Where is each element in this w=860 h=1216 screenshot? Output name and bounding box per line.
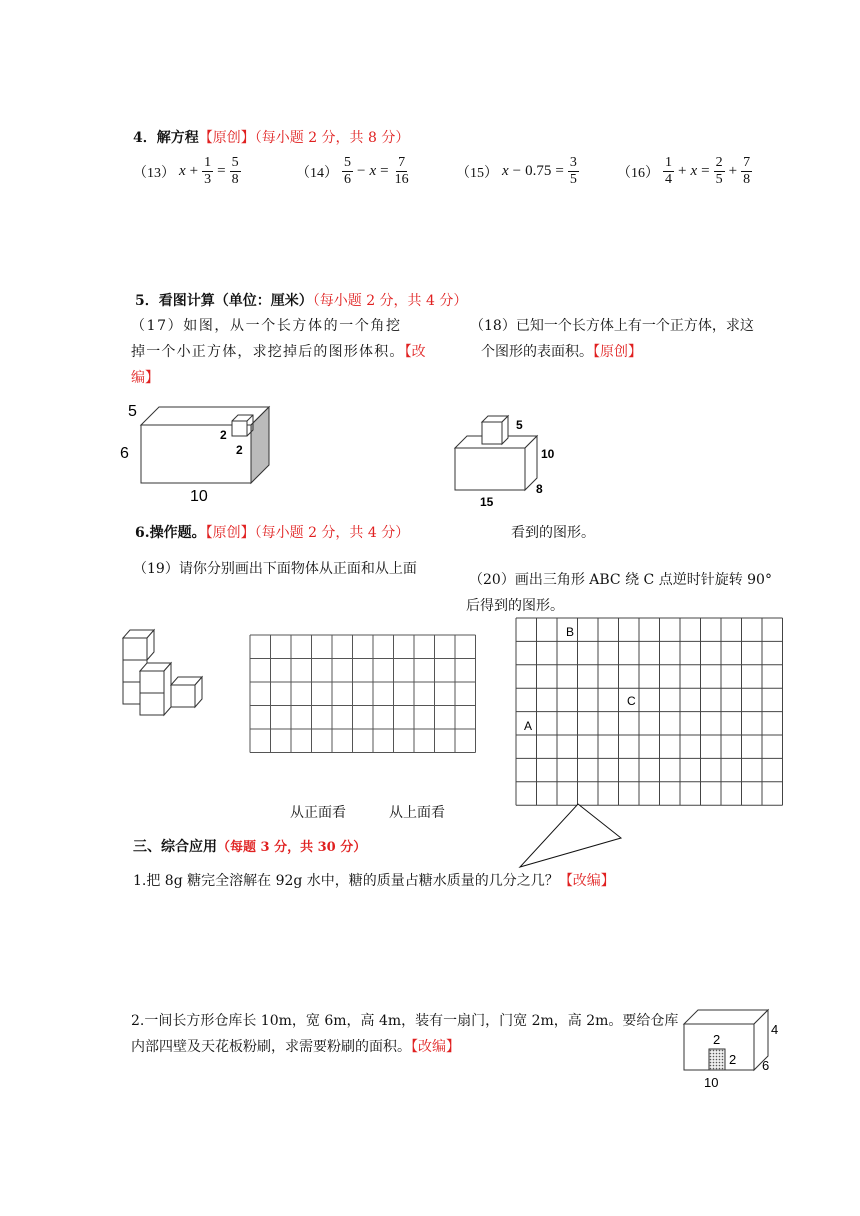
warehouse-height-label: 4 [771,1022,779,1037]
question-17-text: （17）如图，从一个长方体的一个角挖 掉一个小正方体，求挖掉后的图形体积。【改 编】 [131,318,426,386]
fig18-label-height: 10 [541,447,555,461]
cube-stack-figure [118,624,208,720]
fig18-label-width: 15 [480,495,494,508]
fig17-label-width: 10 [190,488,208,505]
grid-q19 [248,634,480,756]
door-height-label: 2 [729,1052,737,1067]
fig18-label-cube: 5 [516,418,523,432]
section4-title: 4．解方程 [133,130,199,146]
question-19-text: （19）请你分别画出下面物体从正面和从上面 [133,561,417,577]
equation-16: （16） $\frac{1}{4}$ + x = $\frac{2}{5}$ + $\frac{7}{8}$ [617,155,751,187]
point-a-label: A [524,719,533,733]
fig17-label-depth: 5 [128,403,137,420]
section4-score: （每小题 2 分，共 8 分） [254,130,410,146]
warehouse-width-label: 10 [704,1075,719,1090]
section5-score: （每小题 2 分，共 4 分） [312,293,468,309]
door-shape [709,1049,725,1070]
equation-13: （13） x + $\frac{1}{3}$ = $\frac{5}{8}$ [133,155,239,187]
question-1: 1.把 8g 糖完全溶解在 92g 水中，糖的质量占糖水质量的几分之几？【改编】 [133,873,615,889]
question-19-text-cont: 看到的图形。 [511,525,595,541]
section6-title: 6.操作题。 [135,525,206,541]
point-b-label: B [566,625,575,639]
section3-heading: 三、综合应用（每题 3 分，共 30 分） [133,839,367,855]
triangle-shape [520,804,621,867]
equation-14: （14） $\frac{5}{6}$ − x = $\frac{7}{16}$ [296,155,409,187]
question-20-text: （20）画出三角形 ABC 绕 C 点逆时针旋转 90° 后得到的图形。 [466,572,772,614]
label-top-view: 从上面看 [389,805,445,821]
door-width-label: 2 [713,1032,721,1047]
fig17-label-height: 6 [120,445,129,462]
equation-15: （15） x − 0.75 = $\frac{3}{5}$ [456,155,577,187]
fig18-label-depth: 8 [536,482,543,496]
section5-heading [135,290,467,310]
fig17-label-cube1: 2 [220,428,227,442]
grid-q20 [514,616,786,872]
label-front-view: 从正面看 [290,805,346,821]
section4-heading [133,127,409,147]
fig17-label-cube2: 2 [236,443,243,457]
section4-tag: 【原创】 [198,130,255,146]
warehouse-depth-label: 6 [762,1058,770,1073]
question-18-text: （18）已知一个长方体上有一个正方体，求这 个图形的表面积。【原创】 [470,318,754,360]
point-c-label: C [627,694,636,708]
figure-18-stacked-solid [450,408,560,508]
warehouse-figure [676,1004,788,1092]
question-2: 2.一间长方形仓库长 10m，宽 6m，高 4m，装有一扇门，门宽 2m，高 2m。要给仓库 内部四壁及天花板粉刷，求需要粉刷的面积。【改编】 [131,1013,679,1055]
figure-17-cuboid [118,398,278,506]
section6-heading: 6.操作题。【原创】（每小题 2 分，共 4 分） [135,525,410,541]
section5-title: 5．看图计算（单位：厘米） [135,293,313,309]
